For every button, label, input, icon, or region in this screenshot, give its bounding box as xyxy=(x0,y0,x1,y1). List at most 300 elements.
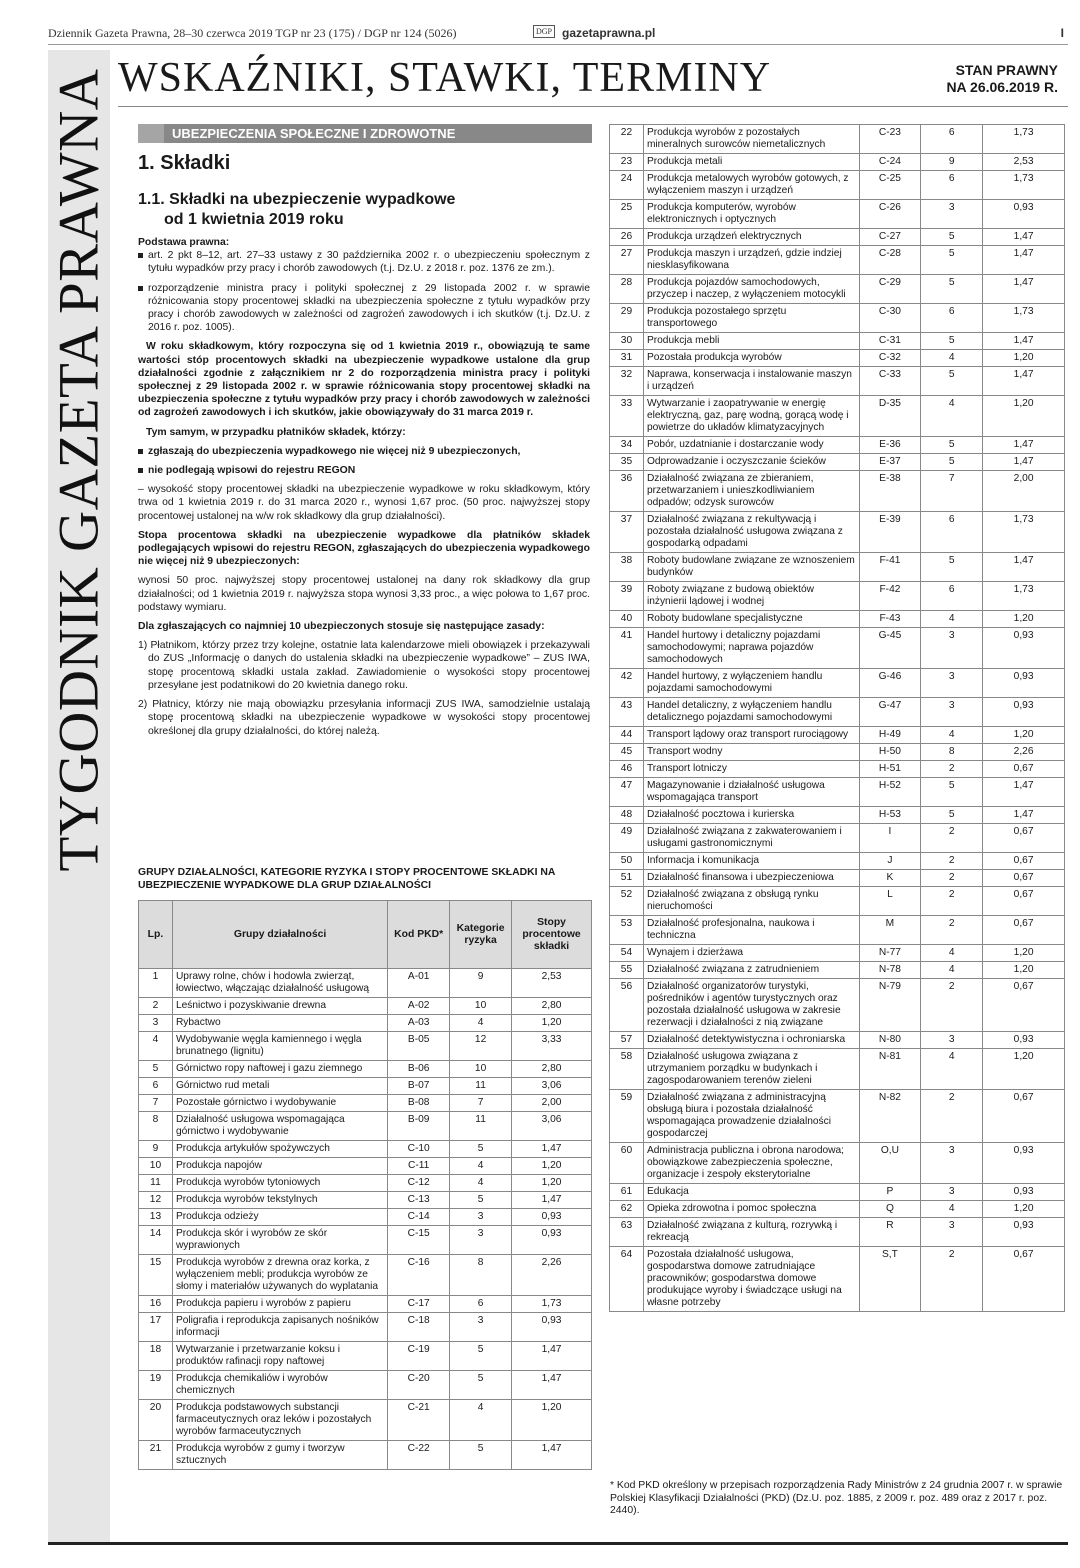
row-rate: 2,26 xyxy=(983,744,1065,761)
row-rate: 1,20 xyxy=(512,1400,592,1441)
table-row xyxy=(610,304,1065,333)
status-line-2: NA 26.06.2019 R. xyxy=(946,79,1058,95)
row-group: Pozostałe górnictwo i wydobywanie xyxy=(172,1095,387,1112)
row-rate: 0,67 xyxy=(983,870,1065,887)
row-rate: 1,73 xyxy=(983,512,1065,553)
row-group: Produkcja papieru i wyrobów z papieru xyxy=(172,1296,387,1313)
table-row xyxy=(139,1209,592,1226)
row-number: 1 xyxy=(139,969,173,998)
row-rate: 0,93 xyxy=(512,1226,592,1255)
row-number: 18 xyxy=(139,1342,173,1371)
row-pkd: D-35 xyxy=(859,396,921,437)
row-rate: 1,47 xyxy=(983,437,1065,454)
row-category: 3 xyxy=(921,1143,983,1184)
row-group: Produkcja pojazdów samochodowych, przyczep i naczep, z wyłączeniem motocykli xyxy=(643,275,859,304)
row-category: 3 xyxy=(450,1313,512,1342)
row-number: 38 xyxy=(610,553,644,582)
row-rate: 0,93 xyxy=(983,628,1065,669)
row-rate: 0,93 xyxy=(512,1209,592,1226)
row-category: 5 xyxy=(921,437,983,454)
row-category: 3 xyxy=(450,1226,512,1255)
table-row xyxy=(139,1095,592,1112)
row-number: 53 xyxy=(610,916,644,945)
row-rate: 1,47 xyxy=(983,275,1065,304)
row-number: 44 xyxy=(610,727,644,744)
row-group: Produkcja artykułów spożywczych xyxy=(172,1141,387,1158)
row-number: 39 xyxy=(610,582,644,611)
row-category: 3 xyxy=(450,1209,512,1226)
row-category: 4 xyxy=(921,727,983,744)
row-group: Produkcja skór i wyrobów ze skór wyprawionych xyxy=(172,1226,387,1255)
publication-info: Dziennik Gazeta Prawna, 28–30 czerwca 2019 TGP nr 23 (175) / DGP nr 124 (5026) xyxy=(48,26,457,40)
rates-table-left xyxy=(138,900,592,1470)
row-pkd: H-52 xyxy=(859,778,921,807)
table-row xyxy=(610,744,1065,761)
row-number: 63 xyxy=(610,1218,644,1247)
row-group: Działalność finansowa i ubezpieczeniowa xyxy=(643,870,859,887)
table-row xyxy=(139,1112,592,1141)
site-link[interactable]: gazetaprawna.pl xyxy=(562,26,656,40)
row-pkd: B-07 xyxy=(388,1078,450,1095)
row-category: 5 xyxy=(450,1192,512,1209)
row-pkd: C-27 xyxy=(859,229,921,246)
row-number: 5 xyxy=(139,1061,173,1078)
row-category: 5 xyxy=(921,367,983,396)
row-rate: 0,93 xyxy=(983,669,1065,698)
row-category: 4 xyxy=(450,1015,512,1032)
row-number: 27 xyxy=(610,246,644,275)
row-pkd: B-05 xyxy=(388,1032,450,1061)
row-group: Handel hurtowy, z wyłączeniem handlu pojazdami samochodowymi xyxy=(643,669,859,698)
table-row xyxy=(139,1141,592,1158)
row-pkd: R xyxy=(859,1218,921,1247)
row-group: Leśnictwo i pozyskiwanie drewna xyxy=(172,998,387,1015)
row-rate: 1,47 xyxy=(983,333,1065,350)
table-row xyxy=(610,628,1065,669)
row-group: Działalność detektywistyczna i ochroniarska xyxy=(643,1032,859,1049)
row-number: 13 xyxy=(139,1209,173,1226)
row-pkd: E-37 xyxy=(859,454,921,471)
row-category: 2 xyxy=(921,979,983,1032)
row-pkd: C-33 xyxy=(859,367,921,396)
row-pkd: A-03 xyxy=(388,1015,450,1032)
table-row xyxy=(610,275,1065,304)
row-rate: 2,26 xyxy=(512,1255,592,1296)
table-row xyxy=(139,1158,592,1175)
row-number: 14 xyxy=(139,1226,173,1255)
row-group: Produkcja komputerów, wyrobów elektronicznych i optycznych xyxy=(643,200,859,229)
row-rate: 1,20 xyxy=(512,1015,592,1032)
row-number: 9 xyxy=(139,1141,173,1158)
row-category: 10 xyxy=(450,1061,512,1078)
row-group: Magazynowanie i działalność usługowa wspomagająca transport xyxy=(643,778,859,807)
row-group: Opieka zdrowotna i pomoc społeczna xyxy=(643,1201,859,1218)
table-row xyxy=(139,1226,592,1255)
row-rate: 2,00 xyxy=(983,471,1065,512)
table-row xyxy=(610,727,1065,744)
row-pkd: S,T xyxy=(859,1247,921,1312)
row-rate: 1,73 xyxy=(983,171,1065,200)
row-number: 57 xyxy=(610,1032,644,1049)
row-category: 3 xyxy=(921,1184,983,1201)
row-group: Działalność związana z rekultywacją i pozostała działalność usługowa związana z gospodarką odpadami xyxy=(643,512,859,553)
row-category: 2 xyxy=(921,870,983,887)
row-rate: 1,73 xyxy=(983,125,1065,154)
row-category: 10 xyxy=(450,998,512,1015)
row-group: Działalność związana ze zbieraniem, przetwarzaniem i unieszkodliwianiem odpadów; odzysk surowców xyxy=(643,471,859,512)
row-rate: 1,47 xyxy=(983,553,1065,582)
row-category: 6 xyxy=(921,125,983,154)
row-pkd: C-29 xyxy=(859,275,921,304)
row-category: 9 xyxy=(450,969,512,998)
row-pkd: C-14 xyxy=(388,1209,450,1226)
row-group: Produkcja urządzeń elektrycznych xyxy=(643,229,859,246)
row-rate: 3,06 xyxy=(512,1078,592,1095)
row-pkd: C-17 xyxy=(388,1296,450,1313)
row-pkd: N-77 xyxy=(859,945,921,962)
heading-1: 1. Składki xyxy=(138,152,231,174)
row-category: 3 xyxy=(921,1032,983,1049)
table-row xyxy=(139,969,592,998)
table-row xyxy=(610,333,1065,350)
row-rate: 0,67 xyxy=(983,979,1065,1032)
row-category: 3 xyxy=(921,698,983,727)
table-row xyxy=(610,853,1065,870)
row-rate: 1,73 xyxy=(512,1296,592,1313)
table-row xyxy=(610,246,1065,275)
row-pkd: C-19 xyxy=(388,1342,450,1371)
row-group: Działalność usługowa związana z utrzymaniem porządku w budynkach i zagospodarowaniem terenów zieleni xyxy=(643,1049,859,1090)
row-pkd: C-31 xyxy=(859,333,921,350)
row-rate: 0,93 xyxy=(983,1032,1065,1049)
row-group: Transport lądowy oraz transport rurociągowy xyxy=(643,727,859,744)
row-rate: 2,53 xyxy=(983,154,1065,171)
row-pkd: O,U xyxy=(859,1143,921,1184)
row-number: 6 xyxy=(139,1078,173,1095)
row-group: Produkcja wyrobów z pozostałych mineralnych surowców niemetalicznych xyxy=(643,125,859,154)
main-title: WSKAŹNIKI, STAWKI, TERMINY xyxy=(118,55,772,101)
vertical-title: TYGODNIK GAZETA PRAWNA xyxy=(47,68,111,872)
row-number: 19 xyxy=(139,1371,173,1400)
row-rate: 3,06 xyxy=(512,1112,592,1141)
row-group: Górnictwo ropy naftowej i gazu ziemnego xyxy=(172,1061,387,1078)
row-number: 16 xyxy=(139,1296,173,1313)
row-group: Produkcja wyrobów tekstylnych xyxy=(172,1192,387,1209)
table-row xyxy=(139,998,592,1015)
row-group: Produkcja mebli xyxy=(643,333,859,350)
row-pkd: C-28 xyxy=(859,246,921,275)
row-rate: 0,67 xyxy=(983,887,1065,916)
table-row xyxy=(610,887,1065,916)
row-number: 60 xyxy=(610,1143,644,1184)
row-category: 2 xyxy=(921,916,983,945)
rates-table-right xyxy=(609,124,1065,1312)
heading-2-line-2: od 1 kwietnia 2019 roku xyxy=(164,211,344,228)
row-number: 35 xyxy=(610,454,644,471)
header-pkd: Kod PKD* xyxy=(388,901,450,969)
row-category: 6 xyxy=(921,512,983,553)
table-row xyxy=(610,454,1065,471)
row-rate: 1,73 xyxy=(983,582,1065,611)
row-group: Produkcja napojów xyxy=(172,1158,387,1175)
heading-2 xyxy=(138,190,455,230)
row-group: Wytwarzanie i przetwarzanie koksu i produktów rafinacji ropy naftowej xyxy=(172,1342,387,1371)
row-number: 23 xyxy=(610,154,644,171)
row-rate: 2,53 xyxy=(512,969,592,998)
row-number: 30 xyxy=(610,333,644,350)
row-pkd: L xyxy=(859,887,921,916)
row-pkd: C-18 xyxy=(388,1313,450,1342)
table-row xyxy=(610,437,1065,454)
row-pkd: B-06 xyxy=(388,1061,450,1078)
row-category: 12 xyxy=(450,1032,512,1061)
row-pkd: N-78 xyxy=(859,962,921,979)
row-number: 12 xyxy=(139,1192,173,1209)
row-category: 2 xyxy=(921,1247,983,1312)
basis-label: Podstawa prawna: xyxy=(138,237,230,248)
row-number: 2 xyxy=(139,998,173,1015)
row-rate: 0,93 xyxy=(983,698,1065,727)
row-category: 8 xyxy=(450,1255,512,1296)
row-category: 4 xyxy=(450,1175,512,1192)
row-number: 48 xyxy=(610,807,644,824)
header-category: Kategorie ryzyka xyxy=(450,901,512,969)
row-pkd: H-51 xyxy=(859,761,921,778)
table-row xyxy=(610,1218,1065,1247)
row-number: 10 xyxy=(139,1158,173,1175)
row-number: 41 xyxy=(610,628,644,669)
table-row xyxy=(610,1143,1065,1184)
row-pkd: G-45 xyxy=(859,628,921,669)
row-pkd: G-46 xyxy=(859,669,921,698)
row-group: Uprawy rolne, chów i hodowla zwierząt, łowiectwo, włączając działalność usługową xyxy=(172,969,387,998)
table-row xyxy=(610,396,1065,437)
row-number: 34 xyxy=(610,437,644,454)
row-number: 50 xyxy=(610,853,644,870)
row-group: Produkcja wyrobów z gumy i tworzyw sztucznych xyxy=(172,1441,387,1470)
row-number: 28 xyxy=(610,275,644,304)
row-number: 32 xyxy=(610,367,644,396)
row-group: Produkcja odzieży xyxy=(172,1209,387,1226)
row-group: Produkcja metalowych wyrobów gotowych, z wyłączeniem maszyn i urządzeń xyxy=(643,171,859,200)
row-number: 37 xyxy=(610,512,644,553)
row-category: 2 xyxy=(921,824,983,853)
row-number: 59 xyxy=(610,1090,644,1143)
paragraph-5: wynosi 50 proc. najwyższej stopy procentowej ustalonej na dany rok składkowy dla grup działalności; od 1 kwietnia 2019 r. najwyższa stopa wynosi 3,33 proc., a więc połowa to 1,67 proc. podstawy wymiaru. xyxy=(138,575,590,613)
row-category: 5 xyxy=(450,1342,512,1371)
row-number: 42 xyxy=(610,669,644,698)
page-number: I xyxy=(1060,26,1064,40)
row-number: 64 xyxy=(610,1247,644,1312)
row-pkd: G-47 xyxy=(859,698,921,727)
row-pkd: B-08 xyxy=(388,1095,450,1112)
table-row xyxy=(610,1049,1065,1090)
row-pkd: N-82 xyxy=(859,1090,921,1143)
row-pkd: H-50 xyxy=(859,744,921,761)
row-category: 11 xyxy=(450,1112,512,1141)
section-banner xyxy=(138,124,592,143)
row-category: 5 xyxy=(921,229,983,246)
row-rate: 1,47 xyxy=(983,367,1065,396)
row-rate: 1,47 xyxy=(983,454,1065,471)
table-row xyxy=(139,1296,592,1313)
row-pkd: C-23 xyxy=(859,125,921,154)
row-number: 46 xyxy=(610,761,644,778)
paragraph-6: Dla zgłaszających co najmniej 10 ubezpieczonych stosuje się następujące zasady: xyxy=(138,621,545,633)
row-rate: 1,47 xyxy=(983,246,1065,275)
table-row xyxy=(610,870,1065,887)
row-category: 4 xyxy=(921,1201,983,1218)
section-title: UBEZPIECZENIA SPOŁECZNE I ZDROWOTNE xyxy=(172,126,456,141)
row-rate: 3,33 xyxy=(512,1032,592,1061)
row-number: 31 xyxy=(610,350,644,367)
row-category: 8 xyxy=(921,744,983,761)
row-rate: 0,67 xyxy=(983,1247,1065,1312)
row-group: Pobór, uzdatnianie i dostarczanie wody xyxy=(643,437,859,454)
row-group: Wydobywanie węgla kamiennego i węgla brunatnego (lignitu) xyxy=(172,1032,387,1061)
row-pkd: E-38 xyxy=(859,471,921,512)
table-row xyxy=(610,945,1065,962)
row-group: Produkcja pozostałego sprzętu transportowego xyxy=(643,304,859,333)
row-rate: 2,80 xyxy=(512,998,592,1015)
row-rate: 1,73 xyxy=(983,304,1065,333)
basis-item-2: rozporządzenie ministra pracy i polityki społecznej z 29 listopada 2002 r. w sprawie różnicowania stopy procentowej składki na ubezpieczenia społeczne z tytułu wypadków przy pracy i chorób zawodowych w zależności od zagrożeń zawodowych i ich skutków (t.j. Dz.U. z 2016 r. poz. 1005). xyxy=(138,282,590,335)
row-category: 2 xyxy=(921,761,983,778)
header-group: Grupy działalności xyxy=(172,901,387,969)
row-group: Informacja i komunikacja xyxy=(643,853,859,870)
table-row xyxy=(139,1371,592,1400)
row-category: 6 xyxy=(450,1296,512,1313)
row-rate: 1,47 xyxy=(512,1342,592,1371)
row-category: 5 xyxy=(921,807,983,824)
row-category: 6 xyxy=(921,171,983,200)
row-category: 11 xyxy=(450,1078,512,1095)
row-group: Handel detaliczny, z wyłączeniem handlu detalicznego pojazdami samochodowymi xyxy=(643,698,859,727)
row-pkd: C-30 xyxy=(859,304,921,333)
row-number: 40 xyxy=(610,611,644,628)
row-pkd: C-25 xyxy=(859,171,921,200)
row-rate: 1,20 xyxy=(983,727,1065,744)
row-group: Wynajem i dzierżawa xyxy=(643,945,859,962)
row-number: 7 xyxy=(139,1095,173,1112)
table-row xyxy=(139,1175,592,1192)
row-rate: 1,47 xyxy=(512,1192,592,1209)
row-number: 52 xyxy=(610,887,644,916)
row-rate: 1,20 xyxy=(983,1201,1065,1218)
row-number: 8 xyxy=(139,1112,173,1141)
table-row xyxy=(610,962,1065,979)
row-rate: 1,20 xyxy=(512,1158,592,1175)
table-row xyxy=(610,1247,1065,1312)
table-row xyxy=(139,1192,592,1209)
row-number: 47 xyxy=(610,778,644,807)
row-number: 26 xyxy=(610,229,644,246)
row-category: 5 xyxy=(450,1371,512,1400)
row-category: 5 xyxy=(921,275,983,304)
row-rate: 1,20 xyxy=(512,1175,592,1192)
row-category: 5 xyxy=(450,1141,512,1158)
row-number: 58 xyxy=(610,1049,644,1090)
row-pkd: C-16 xyxy=(388,1255,450,1296)
row-category: 3 xyxy=(921,1218,983,1247)
row-pkd: F-41 xyxy=(859,553,921,582)
row-number: 20 xyxy=(139,1400,173,1441)
row-group: Produkcja podstawowych substancji farmaceutycznych oraz leków i pozostałych wyrobów farmaceutycznych xyxy=(172,1400,387,1441)
row-category: 4 xyxy=(450,1400,512,1441)
paragraph-4: Stopa procentowa składki na ubezpieczenie wypadkowe dla płatników składek podlegających wpisowi do rejestru REGON, zgłaszających do ubezpieczenia wypadkowego nie więcej niż 9 ubezpieczonych: xyxy=(138,529,590,568)
table-row xyxy=(139,1255,592,1296)
basis-item-1: art. 2 pkt 8–12, art. 27–33 ustawy z 30 października 2002 r. o ubezpieczeniu społecznym z tytułu wypadków przy pracy i chorób zawodowych (t.j. Dz.U. z 2018 r. poz. 1376 ze zm.). xyxy=(138,249,590,275)
title-rule xyxy=(118,106,1068,107)
page-header xyxy=(48,22,1068,45)
header-lp: Lp. xyxy=(139,901,173,969)
row-pkd: I xyxy=(859,824,921,853)
table-row xyxy=(610,824,1065,853)
row-pkd: N-81 xyxy=(859,1049,921,1090)
table-row xyxy=(139,1313,592,1342)
row-number: 11 xyxy=(139,1175,173,1192)
row-category: 7 xyxy=(921,471,983,512)
row-group: Produkcja wyrobów tytoniowych xyxy=(172,1175,387,1192)
row-group: Górnictwo rud metali xyxy=(172,1078,387,1095)
numbered-item-2: 2) Płatnicy, którzy nie mają obowiązku przesyłania informacji ZUS IWA, samodzielnie ustalają stopę procentową składki na ubezpieczenie wypadkowe w wysokości stopy procentowej określonej dla grupy działalności, do której należą. xyxy=(138,699,590,737)
table-row xyxy=(610,553,1065,582)
row-rate: 0,93 xyxy=(983,1143,1065,1184)
row-rate: 1,20 xyxy=(983,1049,1065,1090)
row-number: 62 xyxy=(610,1201,644,1218)
row-pkd: N-79 xyxy=(859,979,921,1032)
legal-status xyxy=(946,62,1058,96)
row-group: Rybactwo xyxy=(172,1015,387,1032)
table-row xyxy=(139,1441,592,1470)
row-category: 4 xyxy=(921,1049,983,1090)
row-pkd: C-11 xyxy=(388,1158,450,1175)
row-group: Wytwarzanie i zaopatrywanie w energię elektryczną, gaz, parę wodną, gorącą wodę i powietrze do układów klimatyzacyjnych xyxy=(643,396,859,437)
table-row xyxy=(610,778,1065,807)
row-category: 9 xyxy=(921,154,983,171)
row-rate: 1,20 xyxy=(983,962,1065,979)
row-group: Edukacja xyxy=(643,1184,859,1201)
table-row xyxy=(610,807,1065,824)
row-pkd: B-09 xyxy=(388,1112,450,1141)
row-rate: 1,47 xyxy=(512,1441,592,1470)
row-category: 4 xyxy=(921,945,983,962)
row-group: Działalność związana z obsługą rynku nieruchomości xyxy=(643,887,859,916)
article-body xyxy=(138,236,590,744)
row-number: 17 xyxy=(139,1313,173,1342)
row-pkd: C-26 xyxy=(859,200,921,229)
numbered-item-1: 1) Płatnikom, którzy przez trzy kolejne, ostatnie lata kalendarzowe mieli obowiązek i przekazywali do ZUS „Informację o danych do ustalenia składki na ubezpieczenie wypadkowe” – ZUS IWA, stopę procentową składki ustala zakład. Zawiadomienie o wysokości stopy procentowej przesyłane jest podatnikowi do 20 kwietnia danego roku. xyxy=(138,640,590,691)
paragraph-1: W roku składkowym, który rozpoczyna się od 1 kwietnia 2019 r., obowiązują te same wartości stóp procentowych składki na ubezpieczenie wypadkowe ustalone dla grup działalności zgodnie z załącznikiem nr 2 do rozporządzenia ministra pracy i polityki społecznej z 29 listopada 2002 r. w sprawie różnicowania stopy procentowej składki na ubezpieczenia społeczne z tytułu wypadków przy pracy i chorób zawodowych w zależności od zagrożeń zawodowych i ich skutków, jakie obowiązywały do 31 marca 2019 r. xyxy=(138,341,590,419)
table-title: GRUPY DZIAŁALNOŚCI, KATEGORIE RYZYKA I STOPY PROCENTOWE SKŁADKI NA UBEZPIECZENIE WYPADKOWE DLA GRUP DZIAŁALNOŚCI xyxy=(138,867,556,891)
row-rate: 1,20 xyxy=(983,611,1065,628)
table-row xyxy=(610,154,1065,171)
row-number: 29 xyxy=(610,304,644,333)
row-number: 43 xyxy=(610,698,644,727)
row-pkd: A-01 xyxy=(388,969,450,998)
row-group: Poligrafia i reprodukcja zapisanych nośników informacji xyxy=(172,1313,387,1342)
dgp-logo: DGP xyxy=(533,25,555,38)
bottom-rule xyxy=(48,1542,1068,1545)
table-row xyxy=(610,1032,1065,1049)
row-pkd: C-12 xyxy=(388,1175,450,1192)
row-number: 3 xyxy=(139,1015,173,1032)
row-group: Odprowadzanie i oczyszczanie ścieków xyxy=(643,454,859,471)
row-category: 5 xyxy=(921,333,983,350)
table-row xyxy=(610,512,1065,553)
row-category: 7 xyxy=(450,1095,512,1112)
footnote: * Kod PKD określony w przepisach rozporządzenia Rady Ministrów z 24 grudnia 2007 r. w sprawie Polskiej Klasyfikacji Działalności (PKD) (Dz.U. poz. 1885, z 2009 r. poz. 489 oraz z 2017 r. poz. 2440). xyxy=(610,1480,1063,1516)
